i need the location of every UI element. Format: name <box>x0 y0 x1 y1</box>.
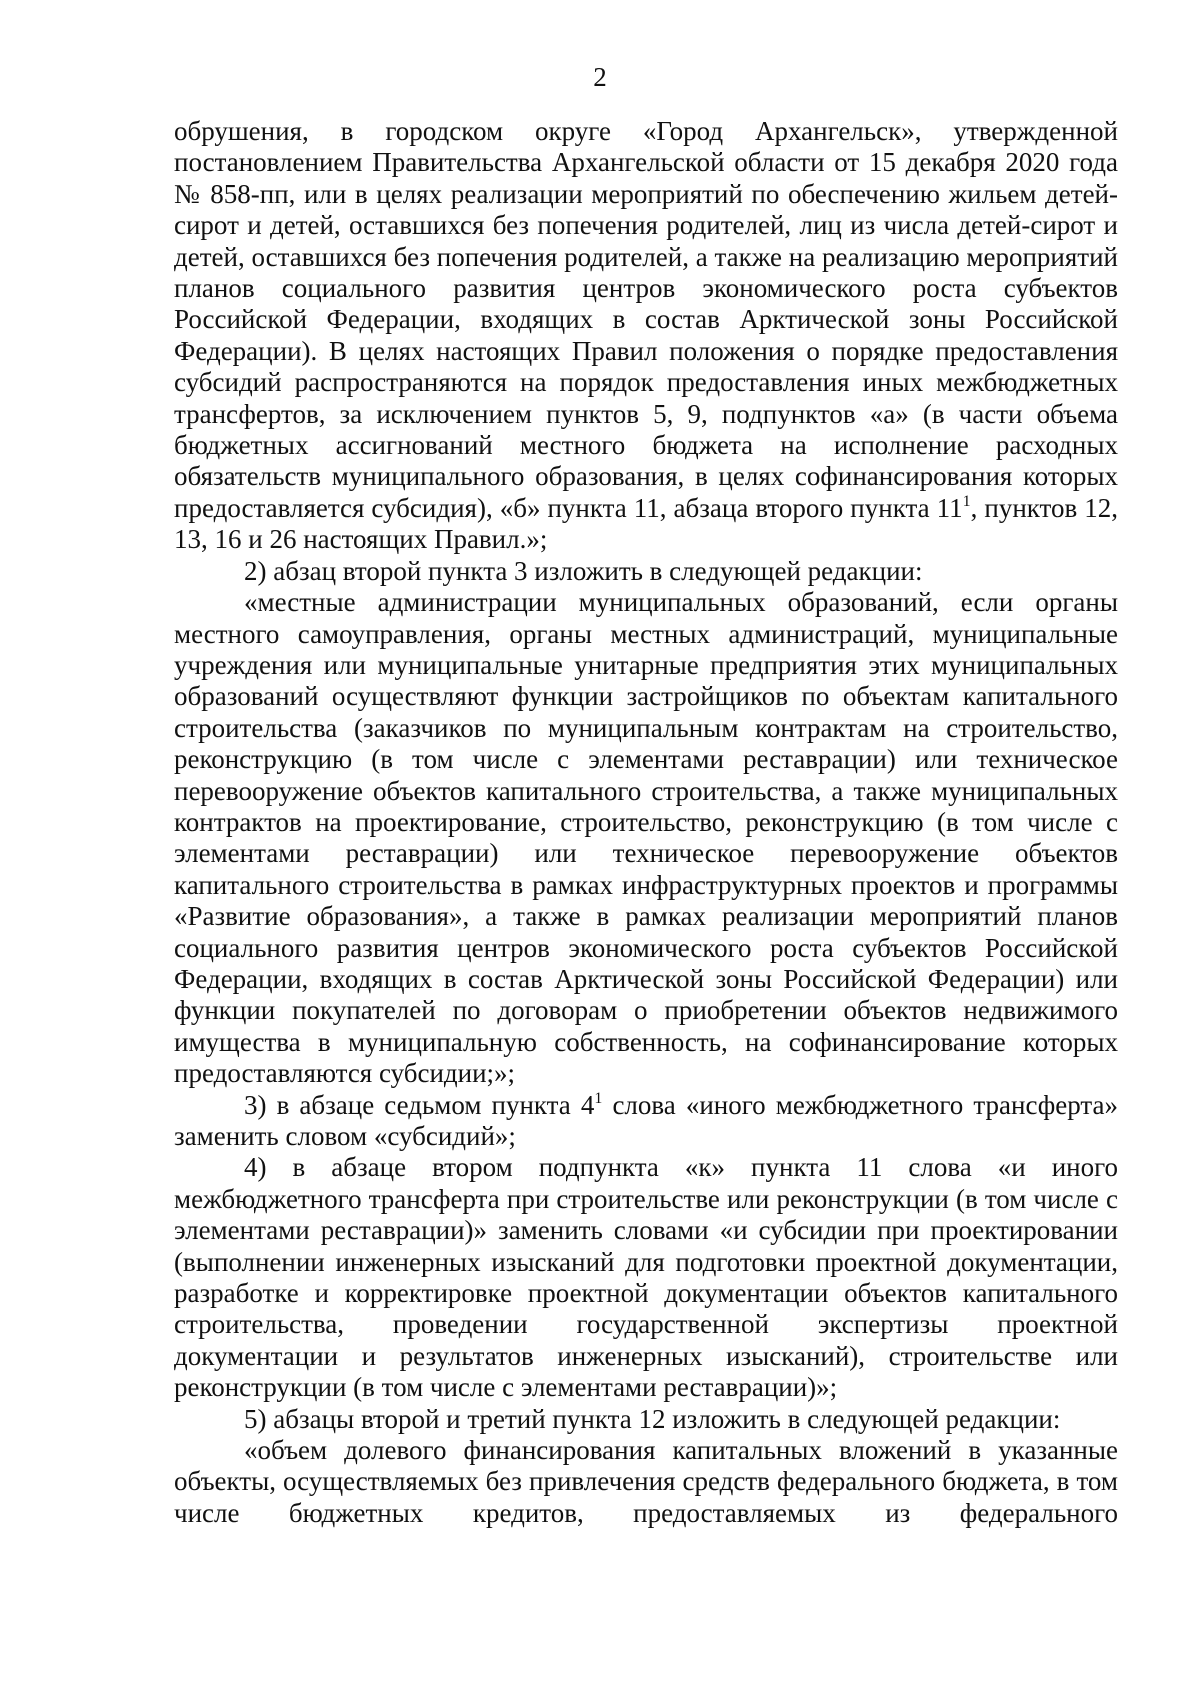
paragraph-item-2 <box>174 556 1118 587</box>
page-number: 2 <box>593 62 607 92</box>
paragraph-text: слова «иного межбюджетного трансферта» заменить словом «субсидий»; <box>174 1089 1118 1151</box>
paragraph-item-3 <box>174 1090 1118 1153</box>
paragraph-text: «объем долевого финансирования капитальных вложений в указанные объекты, осуществляемых без привлечения средств федерального бюджета, в том числе бюджетных кредитов, предоставляемых из федерального <box>174 1435 1118 1528</box>
paragraph-text: 5) абзацы второй и третий пункта 12 изложить в следующей редакции: <box>244 1403 1061 1434</box>
paragraph-text: «местные администрации муниципальных образований, если органы местного самоуправления, органы местных администраций, муниципальные учреждения или муниципальные унитарные предприятия этих муниципальных образований осуществляют функции застройщиков по объектам капитального строительства (заказчиков по муниципальным контрактам на строительство, реконструкцию (в том числе с элементами реставрации) или техническое перевооружение объектов капитального строительства, а также муниципальных контрактов на проектирование, строительство, реконструкцию (в том числе с элементами реставрации) или техническое перевооружение объектов капитального строительства в рамках инфраструктурных проектов и программы «Развитие образования», а также в рамках реализации мероприятий планов социального развития центров экономического роста субъектов Российской Федерации, входящих в состав Арктической зоны Российской Федерации) или функции покупателей по договорам о приобретении объектов недвижимого имущества в муниципальную собственность, на софинансирование которых предоставляются субсидии;»; <box>174 587 1118 1089</box>
document-body <box>174 116 1118 1529</box>
superscript-index: 1 <box>962 492 971 510</box>
paragraph-text: 3) в абзаце седьмом пункта 4 <box>244 1089 595 1120</box>
paragraph-quoted-text <box>174 587 1118 1090</box>
paragraph-item-5 <box>174 1404 1118 1435</box>
paragraph-text: 2) абзац второй пункта 3 изложить в следующей редакции: <box>244 555 923 586</box>
paragraph-text: 4) в абзаце втором подпункта «к» пункта 11 слова «и иного межбюджетного трансферта при строительстве или реконструкции (в том числе с элементами реставрации)» заменить словами «и субсидии при проектировании (выполнении инженерных изысканий для подготовки проектной документации, разработке и корректировке проектной документации объектов капитального строительства, проведении государственной экспертизы проектной документации и результатов инженерных изысканий), строительстве или реконструкции (в том числе с элементами реставрации)»; <box>174 1152 1118 1403</box>
paragraph-item-4 <box>174 1152 1118 1403</box>
paragraph-text: , пунктов 12, 13, 16 и 26 настоящих Правил.»; <box>174 492 1118 555</box>
superscript-index: 1 <box>594 1089 603 1107</box>
paragraph-continuation <box>174 116 1118 556</box>
paragraph-quoted-text-continued <box>174 1435 1118 1529</box>
paragraph-text: обрушения, в городском округе «Город Архангельск», утвержденной постановлением Правительства Архангельской области от 15 декабря 2020 года № 858-пп, или в целях реализации мероприятий по обеспечению жильем детей-сирот и детей, оставшихся без попечения родителей, лиц из числа детей-сирот и детей, оставшихся без попечения родителей, а также на реализацию мероприятий планов социального развития центров экономического роста субъектов Российской Федерации, входящих в состав Арктической зоны Российской Федерации). В целях настоящих Правил положения о порядке предоставления субсидий распространяются на порядок предоставления иных межбюджетных трансфертов, за исключением пунктов 5, 9, подпунктов «а» (в части объема бюджетных ассигнований местного бюджета на исполнение расходных обязательств муниципального образования, в целях софинансирования которых предоставляется субсидия), «б» пункта 11, абзаца второго пункта 11 <box>174 116 1118 523</box>
